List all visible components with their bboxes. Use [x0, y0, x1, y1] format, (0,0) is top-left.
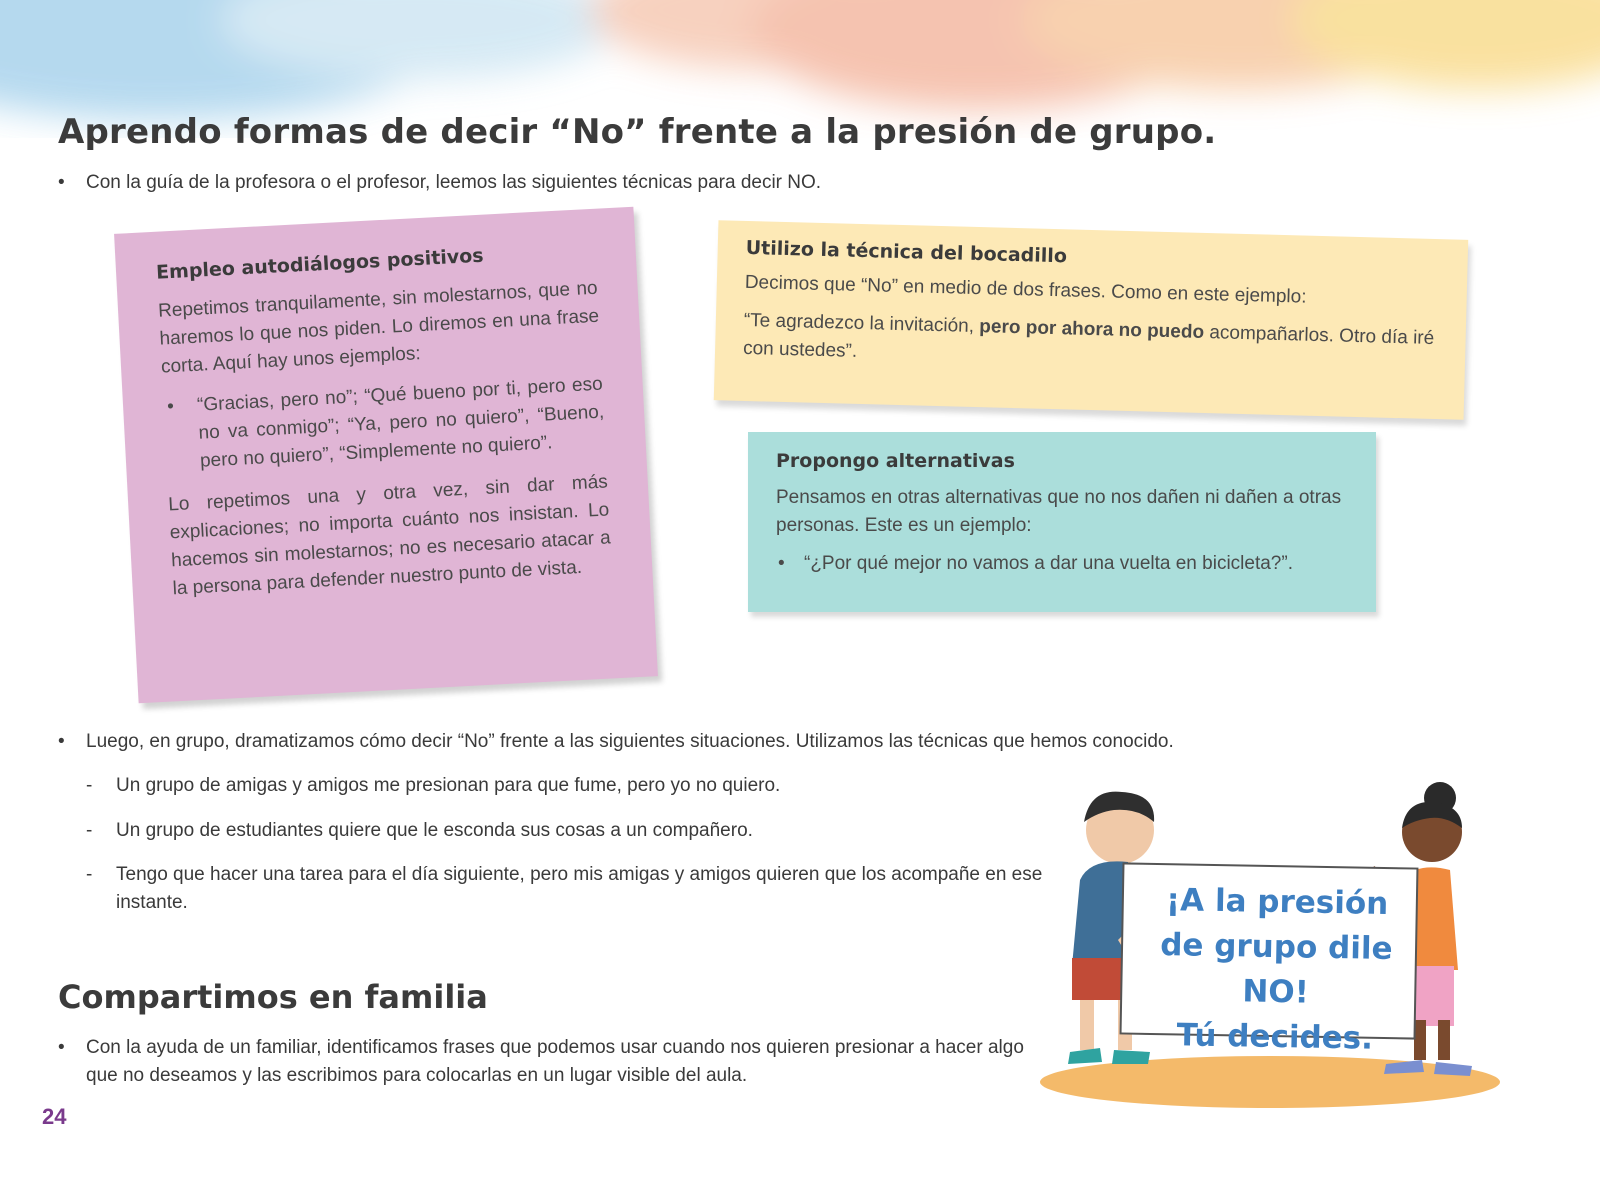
situation-item: [86, 861, 1046, 917]
sign-line: Tú decides.: [1176, 1017, 1374, 1057]
note-sandwich-technique: [714, 220, 1468, 420]
situation-text: Tengo que hacer una tarea para el día siguiente, pero mis amigas y amigos quieren que los acompañe en ese instante.: [116, 864, 1043, 913]
quote-start: “Te agradezco la invitación,: [743, 309, 980, 338]
list-item: • “Gracias, pero no”; “Qué bueno por ti, pero eso no va conmigo”; “Ya, pero no quiero”, “Bueno, pero no quiero”, “Simplemente no quiero”.: [166, 373, 605, 472]
note-text: Lo repetimos una y otra vez, sin dar más explicaciones; no importa cuánto nos insistan. Lo hacemos sin molestarnos; no es necesario atacar a la persona para defender nuestro punto de vista.: [167, 471, 612, 600]
examples-list: [776, 550, 1348, 578]
note-alternatives: [748, 432, 1376, 612]
family-text: Con la ayuda de un familiar, identificamos frases que podemos usar cuando nos quieren presionar a hacer algo que no deseamos y las escribimos para colocarlas en un lugar visible del aula.: [86, 1037, 1024, 1086]
page-title: Aprendo formas de decir “No” frente a la presión de grupo.: [58, 112, 1217, 152]
example-text: “Gracias, pero no”; “Qué bueno por ti, pero eso no va conmigo”; “Ya, pero no quiero”, “Bueno, pero no quiero”, “Simplemente no quiero”.: [196, 373, 605, 472]
note-positive-self-talk: [114, 207, 658, 704]
intro-text: Con la guía de la profesora o el profesor, leemos las siguientes técnicas para decir NO.: [86, 172, 822, 193]
bullet-marker: •: [58, 731, 65, 752]
intro-bullet: [58, 169, 1558, 197]
note-text: Repetimos tranquilamente, sin molestarnos, que no haremos lo que nos piden. Lo diremos en una frase corta. Aquí hay unos ejemplos:: [157, 277, 600, 378]
dash-marker: -: [86, 864, 93, 885]
example-quote: [743, 307, 1440, 381]
situation-text: Un grupo de estudiantes quiere que le esconda sus cosas a un compañero.: [116, 820, 753, 841]
activity-bullet: [58, 728, 1558, 756]
examples-list: [162, 371, 606, 478]
sign-text: [1124, 877, 1427, 1062]
section-title: Compartimos en familia: [58, 978, 488, 1016]
family-bullet: [58, 1034, 1038, 1090]
situation-text: Un grupo de amigas y amigos me presionan para que fume, pero yo no quiero.: [116, 775, 781, 796]
quote-end: acompañarlos. Otro día iré con ustedes”.: [742, 321, 1435, 362]
sign-line: de grupo dile NO!: [1159, 926, 1393, 1011]
bullet-marker: •: [58, 1037, 65, 1058]
example-text: “¿Por qué mejor no vamos a dar una vuelta en bicicleta?”.: [804, 553, 1293, 574]
situation-item: [86, 772, 1026, 800]
quote-bold: pero por ahora no puedo: [979, 316, 1205, 343]
dash-marker: -: [86, 820, 93, 841]
bullet-marker: •: [58, 172, 65, 193]
dash-marker: -: [86, 775, 93, 796]
sign-line: ¡A la presión: [1165, 882, 1389, 922]
note-title: Propongo alternativas: [776, 450, 1015, 472]
note-title: Utilizo la técnica del bocadillo: [745, 236, 1068, 268]
note-text: Decimos que “No” en medio de dos frases. Como en este ejemplo:: [744, 271, 1307, 308]
page-number: 24: [42, 1104, 67, 1129]
note-title: Empleo autodiálogos positivos: [155, 244, 485, 284]
note-text: Pensamos en otras alternativas que no nos dañen ni dañen a otras personas. Este es un ejemplo:: [776, 487, 1342, 536]
list-item: • “¿Por qué mejor no vamos a dar una vuelta en bicicleta?”.: [778, 553, 1293, 574]
situation-item: [86, 817, 1026, 845]
activity-text: Luego, en grupo, dramatizamos cómo decir “No” frente a las siguientes situaciones. Utilizamos las técnicas que hemos conocido.: [86, 731, 1174, 752]
